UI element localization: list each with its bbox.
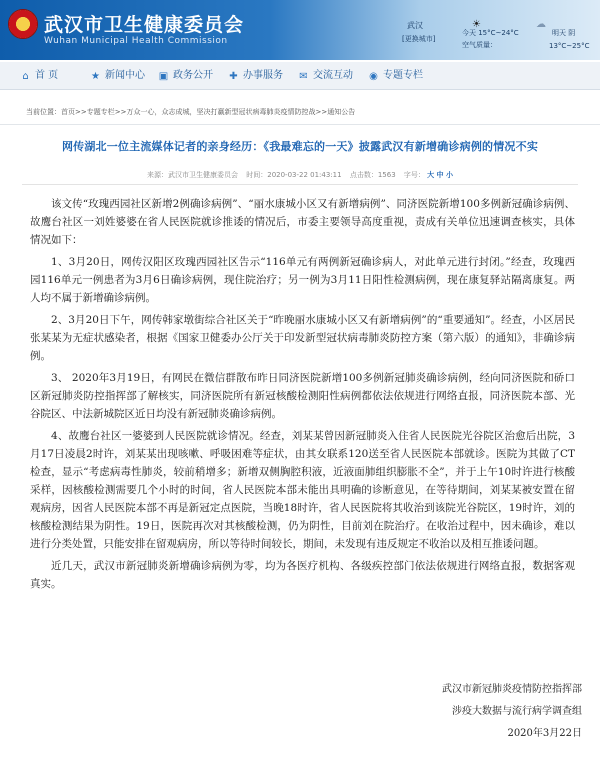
signature-group: 涉疫大数据与流行病学调查组	[452, 706, 582, 717]
site-header	[0, 0, 600, 60]
national-emblem-icon: ★	[8, 9, 38, 39]
star-icon: ★	[91, 71, 100, 82]
site-title[interactable]: 武汉市卫生健康委员会	[44, 14, 245, 36]
breadcrumb[interactable]: 当前位置：首页>>专题专栏>>万众一心，众志成城，坚决打赢新型冠状病毒肺炎疫情防控战>>通知公告	[26, 108, 356, 116]
signature-date: 2020年3月22日	[507, 728, 582, 739]
nav-label: 专题专栏	[383, 70, 423, 81]
signature-org: 武汉市新冠肺炎疫情防控指挥部	[442, 684, 582, 695]
topic-icon: ◉	[369, 71, 378, 82]
nav-label: 交流互动	[313, 70, 353, 81]
weather-tomorrow: 明天 阴	[552, 29, 576, 37]
font-size-label: 字号：	[403, 171, 425, 179]
nav-label: 首 页	[35, 70, 59, 81]
article-paragraph: 近几天，武汉市新冠肺炎新增确诊病例为零，均为各医疗机构、各级疾控部门依法依规进行网络直报，数据客观真实。	[30, 560, 575, 590]
article-body	[30, 195, 575, 597]
article-meta	[0, 170, 600, 180]
nav-label: 办事服务	[243, 70, 283, 81]
nav-home[interactable]	[20, 69, 58, 83]
title-divider	[22, 184, 578, 185]
city-name: 武汉	[407, 21, 423, 30]
nav-gov-affairs[interactable]	[158, 69, 213, 83]
main-nav	[0, 62, 600, 90]
nav-label: 政务公开	[173, 70, 213, 81]
site-subtitle: Wuhan Municipal Health Commission	[44, 36, 228, 46]
article-source: 来源：武汉市卫生健康委员会	[147, 171, 238, 179]
article-paragraph: 3、 2020年3月19日，有网民在微信群散布昨日同济医院新增100多例新冠肺炎确诊病例，经向同济医院和硚口区新冠肺炎防控指挥部了解核实，同济医院所有新冠核酸检测阳性病例都依法依规进行网络直报，同济医院本部、光谷院区、中法新城院区近日均没有新冠肺炎确诊病例。	[30, 372, 575, 420]
nav-news[interactable]	[90, 69, 145, 83]
article-paragraph: 1、3月20日，网传汉阳区玫瑰西园社区告示“116单元有两例新冠确诊病人，对此单元进行封闭。”经查，玫瑰西园116单元一例患者为3月6日确诊病例，现住院治疗；另一例为3月11日阳性检测病例，现在康复驿站隔离康复。两人均不属于新增确诊病例。	[30, 256, 575, 304]
nav-topics[interactable]	[368, 69, 423, 83]
nav-interaction[interactable]	[298, 69, 353, 83]
chat-icon: ✉	[299, 71, 308, 82]
nav-services[interactable]	[228, 69, 283, 83]
change-city-link[interactable]: [更换城市]	[402, 35, 436, 43]
article-time: 时间：2020-03-22 01:43:11	[246, 171, 342, 179]
cloudy-icon: ☁	[536, 19, 546, 30]
article-paragraph: 4、故鹰台社区一婆婆到人民医院就诊情况。经查，刘某某曾因新冠肺炎入住省人民医院光谷院区治愈后出院，3月17日凌晨2时许，刘某某出现咳嗽、呼吸困难等症状，由其女联系120送至省人民医院本部就诊。医院为其做了CT检查，显示“考虑病毒性肺炎，较前稍增多；新增双侧胸腔积液，近液面肺组织膨胀不全”，并于上午10时许进行核酸采样，因核酸检测需要几个小时的时间，省人民医院本部未能出具明确的诊断意见，在等待期间，刘某某被安置在留观病房，因省人民医院本部不再是新冠定点医院，当晚18时许，省人民医院将其收治到该院光谷院区，19时许，刘的核酸检测结果为阴性。19日，医院再次对其核酸检测，仍为阴性，目前刘在院治疗。在收治过程中，因未确诊，难以进行分类处置，只能安排在留观病房，所以等待时间较长，期间，未发现有违反规定不收治以及相互推诿问题。	[30, 430, 575, 550]
weather-tomorrow-temp: 13°C~25°C	[549, 42, 590, 50]
air-quality-label: 空气质量：	[462, 41, 497, 49]
font-size-switch[interactable]: 大 中 小	[427, 171, 453, 179]
nav-label: 新闻中心	[105, 70, 145, 81]
sunny-icon: ☀	[472, 19, 481, 30]
service-icon: ✚	[229, 71, 238, 82]
briefcase-icon: ▣	[158, 71, 169, 82]
article-clicks: 点击数：1563	[349, 171, 396, 179]
weather-today: 今天 15°C~24°C	[462, 29, 519, 37]
article-paragraph: 2、3月20日下午，网传韩家墩街综合社区关于“昨晚丽水康城小区又有新增病例”的“重要通知”。经查，小区居民张某某为无症状感染者，根据《国家卫健委办公厅关于印发新型冠状病毒肺炎防控方案（第六版）的通知》，非确诊病例。	[30, 314, 575, 362]
article-paragraph: 该文传“玫瑰西园社区新增2例确诊病例”、“丽水康城小区又有新增病例”、同济医院新增100多例新冠确诊病例、故鹰台社区一刘姓婆婆在省人民医院就诊推诿的情况后，市委主要领导高度重视，责成有关单位迅速调查核实，具体情况如下：	[30, 198, 575, 246]
home-icon: ⌂	[22, 71, 29, 82]
article-title: 网传湖北一位主流媒体记者的亲身经历：《我最难忘的一天》披露武汉有新增确诊病例的情况不实	[61, 140, 539, 153]
